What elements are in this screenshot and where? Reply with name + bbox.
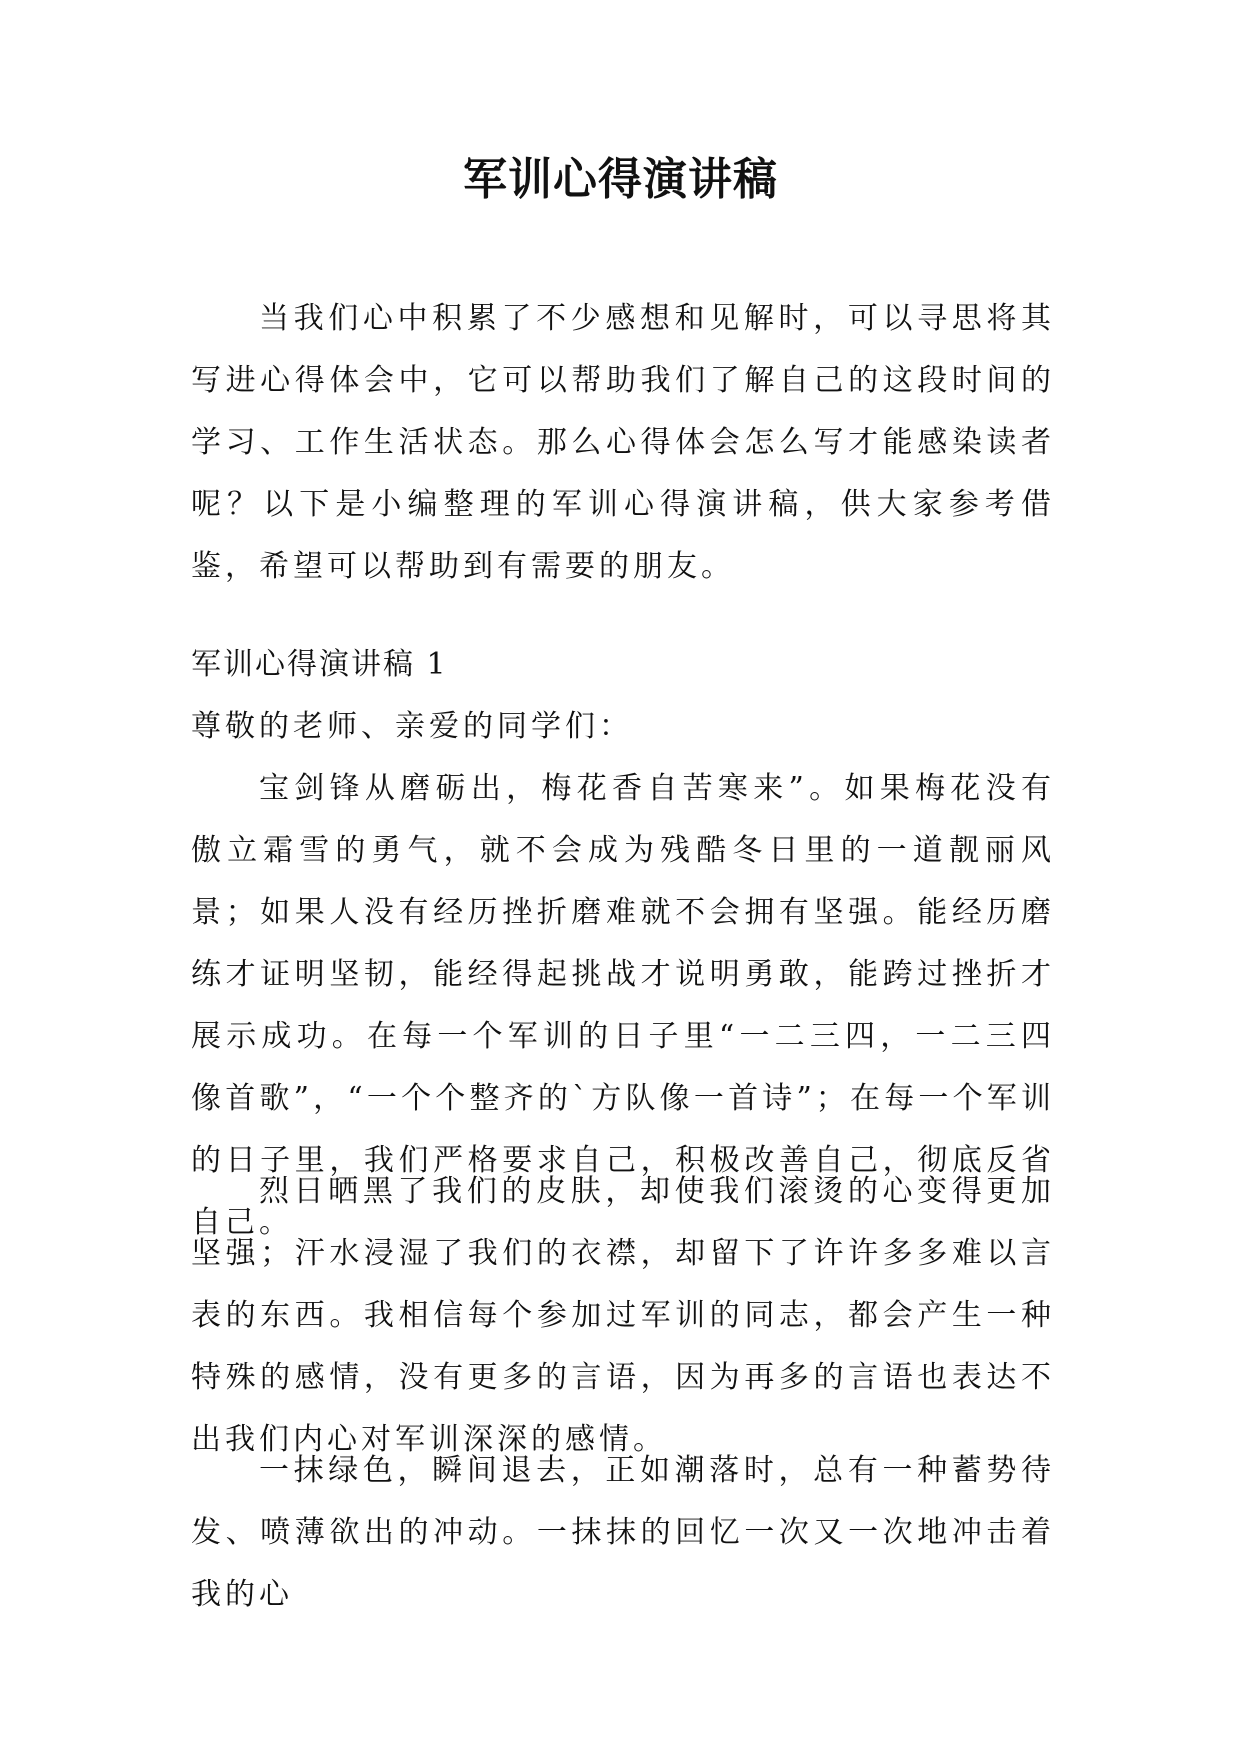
document-title: 军训心得演讲稿 <box>463 154 778 205</box>
body-paragraph: 烈日晒黑了我们的皮肤，却使我们滚烫的心变得更加坚强；汗水浸湿了我们的衣襟，却留下了许许多多难以言表的东西。我相信每个参加过军训的同志，都会产生一种特殊的感情，没有更多的言语，因为再多的言语也表达不出我们内心对军训深深的感情。 <box>191 1174 1055 1457</box>
salutation: 尊敬的老师、亲爱的同学们： <box>191 709 633 744</box>
body-paragraph: 一抹绿色，瞬间退去，正如潮落时，总有一种蓄势待发、喷薄欲出的冲动。一抹抹的回忆一次又一次地冲击着我的心 <box>191 1453 1055 1612</box>
body-paragraph: 宝剑锋从磨砺出，梅花香自苦寒来”。如果梅花没有傲立霜雪的勇气，就不会成为残酷冬日里的一道靓丽风景；如果人没有经历挫折磨难就不会拥有坚强。能经历磨练才证明坚韧，能经得起挑战才说明勇敢，能跨过挫折才展示成功。在每一个军训的日子里“一二三四，一二三四像首歌”，“一个个整齐的`方队像一首诗”；在每一个军训的日子里，我们严格要求自己，积极改善自己，彻底反省自己。 <box>191 771 1055 1240</box>
section-heading: 军训心得演讲稿 1 <box>191 647 448 682</box>
intro-paragraph: 当我们心中积累了不少感想和见解时，可以寻思将其写进心得体会中，它可以帮助我们了解自己的这段时间的学习、工作生活状态。那么心得体会怎么写才能感染读者呢？以下是小编整理的军训心得演讲稿，供大家参考借鉴，希望可以帮助到有需要的朋友。 <box>191 301 1055 584</box>
